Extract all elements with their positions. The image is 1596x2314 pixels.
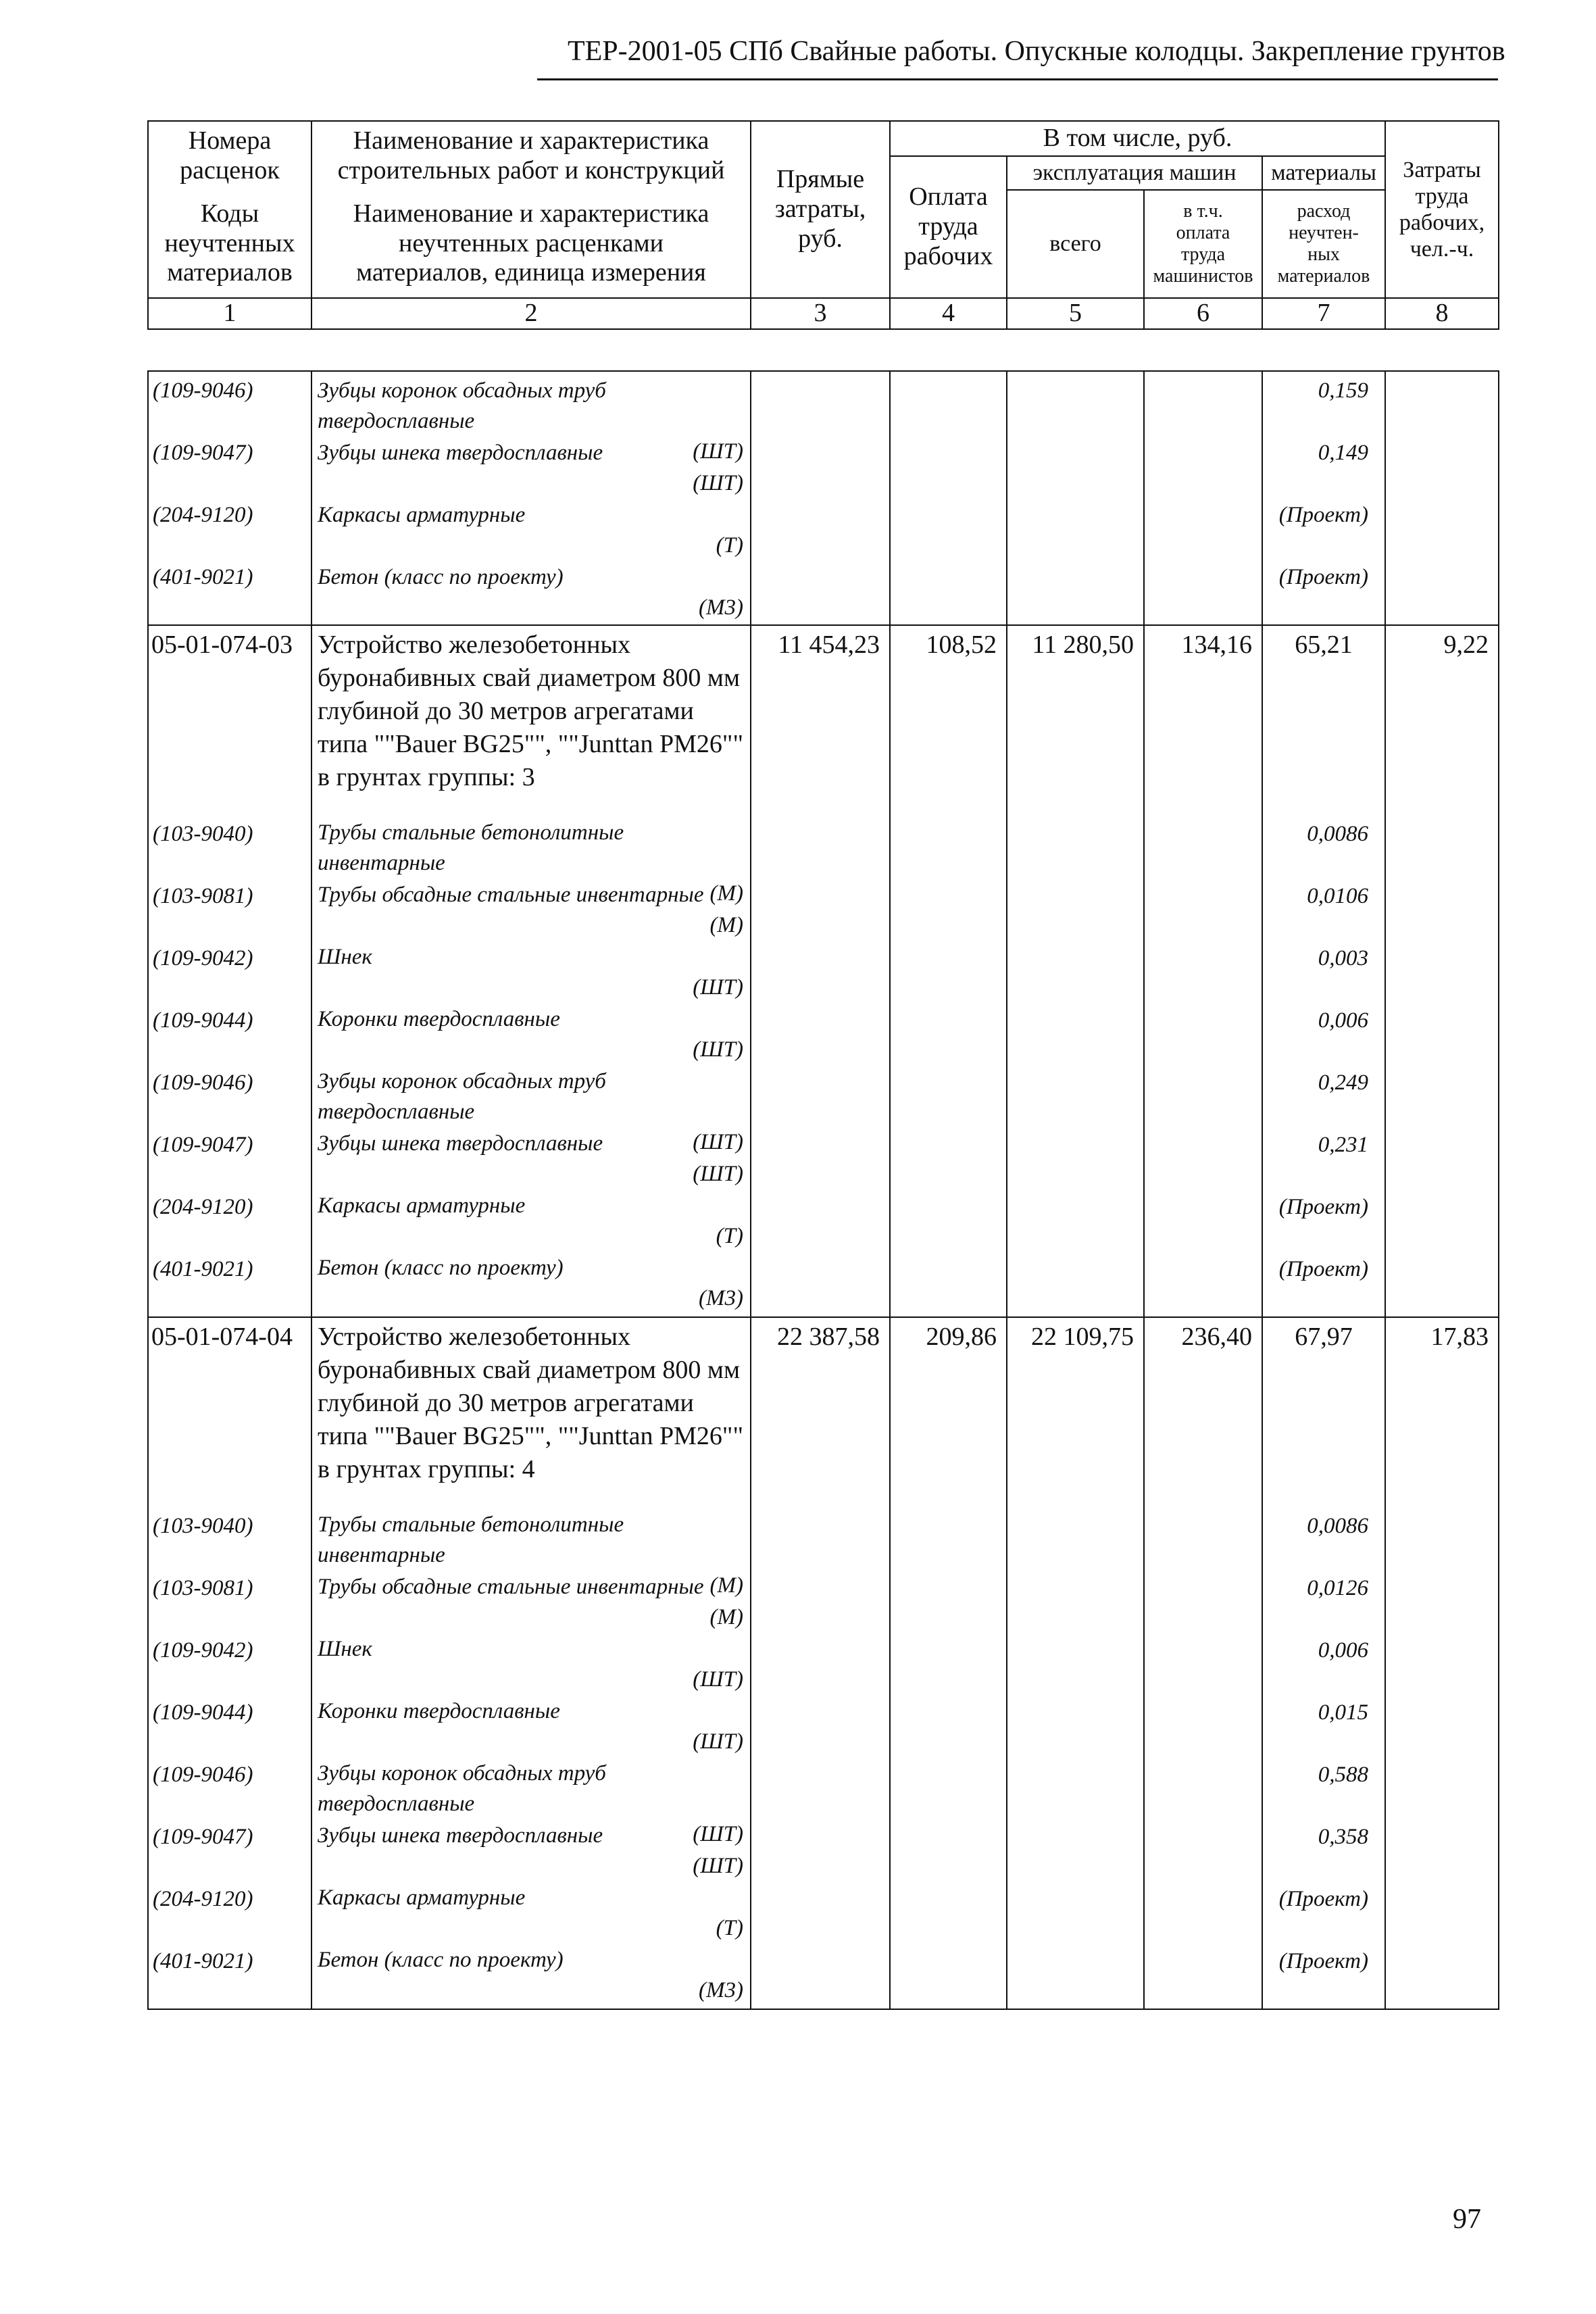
material-unit: (Т)	[716, 533, 743, 558]
material-code: (109-9042)	[153, 1638, 253, 1663]
header-rule	[537, 78, 1498, 80]
col2-top-header: Наименование и характеристика строительных работ и конструкций	[311, 121, 751, 190]
material-name: Трубы стальные бетонолитные инвентарные	[318, 820, 624, 875]
material-value: 0,003	[1318, 946, 1368, 970]
rate-description: Устройство железобетонных буронабивных свай диаметром 800 мм глубиной до 30 метров агрегатами типа ""Bauer BG25"", ""Junttan PM26"" в грунтах группы: 3	[318, 631, 743, 791]
labor-value: 17,83	[1430, 1323, 1489, 1351]
material-code-row	[149, 819, 311, 881]
col3-header: Прямые затраты, руб.	[751, 121, 890, 298]
material-unit: (ШТ)	[693, 975, 743, 1000]
material-name: Коронки твердосплавные	[318, 1699, 560, 1723]
worker-wages-cell	[890, 1317, 1007, 2009]
material-unit: (ШТ)	[693, 1037, 743, 1062]
machines-group-header: эксплуатация машин	[1007, 156, 1262, 190]
rate-description-cell	[311, 1317, 751, 2009]
material-item	[312, 500, 750, 562]
material-code-row	[149, 1760, 311, 1822]
material-unit: (ШТ)	[693, 1130, 743, 1154]
materials-cost-value: 67,97	[1295, 1323, 1353, 1351]
col-number: 2	[311, 298, 751, 329]
materials-cost-value: 65,21	[1295, 631, 1353, 659]
material-name: Зубцы шнека твердосплавные	[318, 1131, 603, 1156]
material-value: 0,0106	[1307, 884, 1368, 908]
material-code: (109-9047)	[153, 1825, 253, 1849]
material-value: (Проект)	[1278, 1887, 1368, 1911]
rate-row	[148, 625, 1499, 1317]
operator-wages-value: 134,16	[1181, 631, 1252, 659]
col1-top-header: Номера расценок	[148, 121, 311, 190]
material-item	[312, 1572, 750, 1634]
material-item	[312, 1883, 750, 1945]
materials-group-header: материалы	[1262, 156, 1385, 190]
material-name: Бетон (класс по проекту)	[318, 1256, 564, 1280]
material-code: (204-9120)	[153, 503, 253, 527]
material-unit: (ШТ)	[693, 471, 743, 495]
material-code: (109-9047)	[153, 441, 253, 465]
material-code: (109-9044)	[153, 1700, 253, 1725]
material-name: Трубы обсадные стальные инвентарные	[318, 883, 704, 907]
material-code: (103-9040)	[153, 1514, 253, 1538]
material-value: (Проект)	[1278, 565, 1368, 589]
material-value: 0,249	[1318, 1070, 1368, 1095]
material-value: (Проект)	[1278, 1257, 1368, 1281]
direct-costs-cell	[751, 625, 890, 1317]
col-number: 5	[1007, 298, 1144, 329]
material-name: Зубцы коронок обсадных труб твердосплавные	[318, 1761, 606, 1816]
col6-header: в т.ч. оплата труда машинистов	[1144, 190, 1262, 298]
material-name: Шнек	[318, 1637, 372, 1661]
material-item	[312, 1634, 750, 1696]
labor-cell	[1385, 1317, 1499, 2009]
rate-row	[148, 1317, 1499, 2009]
page-number: 97	[1453, 2204, 1481, 2235]
col5-header: всего	[1007, 190, 1144, 298]
material-code: (109-9046)	[153, 1070, 253, 1095]
material-item	[312, 1129, 750, 1191]
material-unit: (ШТ)	[693, 439, 743, 464]
worker-wages-cell	[890, 625, 1007, 1317]
material-unit: (Т)	[716, 1916, 743, 1940]
machine-costs-value: 11 280,50	[1032, 631, 1134, 659]
material-unit: (М)	[709, 1605, 743, 1629]
material-code: (103-9081)	[153, 884, 253, 908]
machine-costs-cell	[1007, 625, 1144, 1317]
column-header-table	[147, 120, 1499, 330]
material-code: (109-9042)	[153, 946, 253, 970]
materials-cost-cell	[1262, 1317, 1385, 2009]
operator-wages-cell	[1144, 625, 1262, 1317]
material-code-row	[149, 1698, 311, 1760]
material-value: 0,588	[1318, 1763, 1368, 1787]
material-item	[312, 438, 750, 500]
material-name: Каркасы арматурные	[318, 1193, 526, 1218]
material-unit: (М)	[709, 913, 743, 937]
material-item	[312, 880, 750, 942]
material-name: Зубцы шнека твердосплавные	[318, 441, 603, 465]
material-code: (204-9120)	[153, 1887, 253, 1911]
material-code: (401-9021)	[153, 565, 253, 589]
materials-cost-cell	[1262, 625, 1385, 1317]
page-header: ТЕР-2001-05 СПб Свайные работы. Опускные колодцы. Закрепление грунтов	[568, 36, 1505, 67]
operator-wages-value: 236,40	[1181, 1323, 1252, 1351]
machine-costs-value: 22 109,75	[1031, 1323, 1134, 1351]
col-number: 6	[1144, 298, 1262, 329]
material-codes-cell	[148, 371, 311, 625]
material-code-row	[149, 1192, 311, 1254]
material-code-row	[149, 943, 311, 1006]
material-name: Бетон (класс по проекту)	[318, 1948, 564, 1972]
material-item	[312, 1191, 750, 1253]
labor-value: 9,22	[1443, 631, 1489, 659]
material-code-row	[149, 438, 311, 500]
material-name: Коронки твердосплавные	[318, 1007, 560, 1031]
rate-description-cell	[311, 625, 751, 1317]
material-code: (103-9040)	[153, 822, 253, 846]
material-code: (204-9120)	[153, 1195, 253, 1219]
material-value: 0,231	[1318, 1133, 1368, 1157]
column-number-row	[148, 298, 1499, 329]
material-names-cell	[311, 371, 751, 625]
material-code-row	[149, 562, 311, 624]
material-code-row	[149, 1822, 311, 1884]
material-unit: (М3)	[699, 595, 743, 620]
material-unit: (М)	[709, 881, 743, 906]
rate-code: 05-01-074-03	[151, 631, 293, 659]
col-number: 8	[1385, 298, 1499, 329]
direct-costs-value: 11 454,23	[778, 631, 880, 659]
material-unit: (ШТ)	[693, 1729, 743, 1754]
material-code-row	[149, 1006, 311, 1068]
material-code-row	[149, 1068, 311, 1130]
material-code-row	[149, 1511, 311, 1573]
col8-header: Затраты труда рабочих, чел.-ч.	[1385, 121, 1499, 298]
material-unit: (ШТ)	[693, 1667, 743, 1692]
col4-header: Оплата труда рабочих	[890, 156, 1007, 298]
material-code: (103-9081)	[153, 1576, 253, 1600]
material-value: 0,006	[1318, 1638, 1368, 1663]
col1-bottom-header: Коды неучтенных материалов	[148, 190, 311, 298]
col-number: 7	[1262, 298, 1385, 329]
worker-wages-value: 209,86	[926, 1323, 997, 1351]
col2-bottom-header: Наименование и характеристика неучтенных расценками материалов, единица измерения	[311, 190, 751, 298]
material-item	[312, 942, 750, 1004]
material-code-row	[149, 376, 311, 438]
material-name: Каркасы арматурные	[318, 1886, 526, 1910]
material-code: (401-9021)	[153, 1949, 253, 1973]
material-unit: (ШТ)	[693, 1854, 743, 1878]
material-code: (109-9046)	[153, 1763, 253, 1787]
material-unit: (Т)	[716, 1224, 743, 1248]
material-value: 0,358	[1318, 1825, 1368, 1849]
material-name: Зубцы коронок обсадных труб твердосплавные	[318, 1069, 606, 1124]
material-value: 0,0086	[1307, 822, 1368, 846]
material-code-row	[149, 1635, 311, 1698]
col-number: 1	[148, 298, 311, 329]
empty-cell	[1144, 371, 1262, 625]
material-value: 0,149	[1318, 441, 1368, 465]
material-item	[312, 1945, 750, 2007]
material-value: (Проект)	[1278, 1195, 1368, 1219]
material-name: Бетон (класс по проекту)	[318, 565, 564, 589]
col-number: 3	[751, 298, 890, 329]
material-values-cell	[1262, 371, 1385, 625]
material-value: 0,0126	[1307, 1576, 1368, 1600]
material-name: Трубы обсадные стальные инвентарные	[318, 1575, 704, 1599]
material-value: (Проект)	[1278, 1949, 1368, 1973]
material-value: 0,0086	[1307, 1514, 1368, 1538]
rate-code-cell	[148, 1317, 311, 2009]
material-code: (109-9047)	[153, 1133, 253, 1157]
material-name: Шнек	[318, 945, 372, 969]
material-item	[312, 1004, 750, 1066]
material-unit: (М3)	[699, 1286, 743, 1310]
rate-description: Устройство железобетонных буронабивных свай диаметром 800 мм глубиной до 30 метров агрегатами типа ""Bauer BG25"", ""Junttan PM26"" в грунтах группы: 4	[318, 1323, 743, 1483]
empty-cell	[1385, 371, 1499, 625]
material-code-row	[149, 1946, 311, 2009]
material-item	[312, 562, 750, 624]
material-name: Каркасы арматурные	[318, 503, 526, 527]
material-value: 0,006	[1318, 1008, 1368, 1033]
direct-costs-value: 22 387,58	[777, 1323, 880, 1351]
material-name: Зубцы коронок обсадных труб твердосплавные	[318, 378, 606, 433]
worker-wages-value: 108,52	[926, 631, 997, 659]
empty-cell	[1007, 371, 1144, 625]
material-unit: (М)	[709, 1573, 743, 1598]
col7-header: расход неучтен- ных материалов	[1262, 190, 1385, 298]
material-unit: (ШТ)	[693, 1822, 743, 1846]
material-value: 0,159	[1318, 378, 1368, 403]
rates-table	[147, 370, 1499, 2010]
rate-code-cell	[148, 625, 311, 1317]
machine-costs-cell	[1007, 1317, 1144, 2009]
material-code-row	[149, 1254, 311, 1316]
direct-costs-cell	[751, 1317, 890, 2009]
material-item	[312, 1253, 750, 1315]
continuation-materials-row	[148, 371, 1499, 625]
material-name: Зубцы шнека твердосплавные	[318, 1823, 603, 1848]
empty-cell	[751, 371, 890, 625]
labor-cell	[1385, 625, 1499, 1317]
rate-code: 05-01-074-04	[151, 1323, 293, 1351]
material-code-row	[149, 881, 311, 943]
material-code: (109-9044)	[153, 1008, 253, 1033]
material-name: Трубы стальные бетонолитные инвентарные	[318, 1512, 624, 1567]
included-group-header: В том числе, руб.	[890, 121, 1385, 156]
material-code-row	[149, 500, 311, 562]
material-code: (109-9046)	[153, 378, 253, 403]
material-value: 0,015	[1318, 1700, 1368, 1725]
material-code-row	[149, 1884, 311, 1946]
material-code-row	[149, 1573, 311, 1635]
material-unit: (М3)	[699, 1978, 743, 2002]
empty-cell	[890, 371, 1007, 625]
operator-wages-cell	[1144, 1317, 1262, 2009]
material-item	[312, 1696, 750, 1758]
material-item	[312, 1821, 750, 1883]
material-unit: (ШТ)	[693, 1162, 743, 1186]
col-number: 4	[890, 298, 1007, 329]
material-code: (401-9021)	[153, 1257, 253, 1281]
material-code-row	[149, 1130, 311, 1192]
material-value: (Проект)	[1278, 503, 1368, 527]
